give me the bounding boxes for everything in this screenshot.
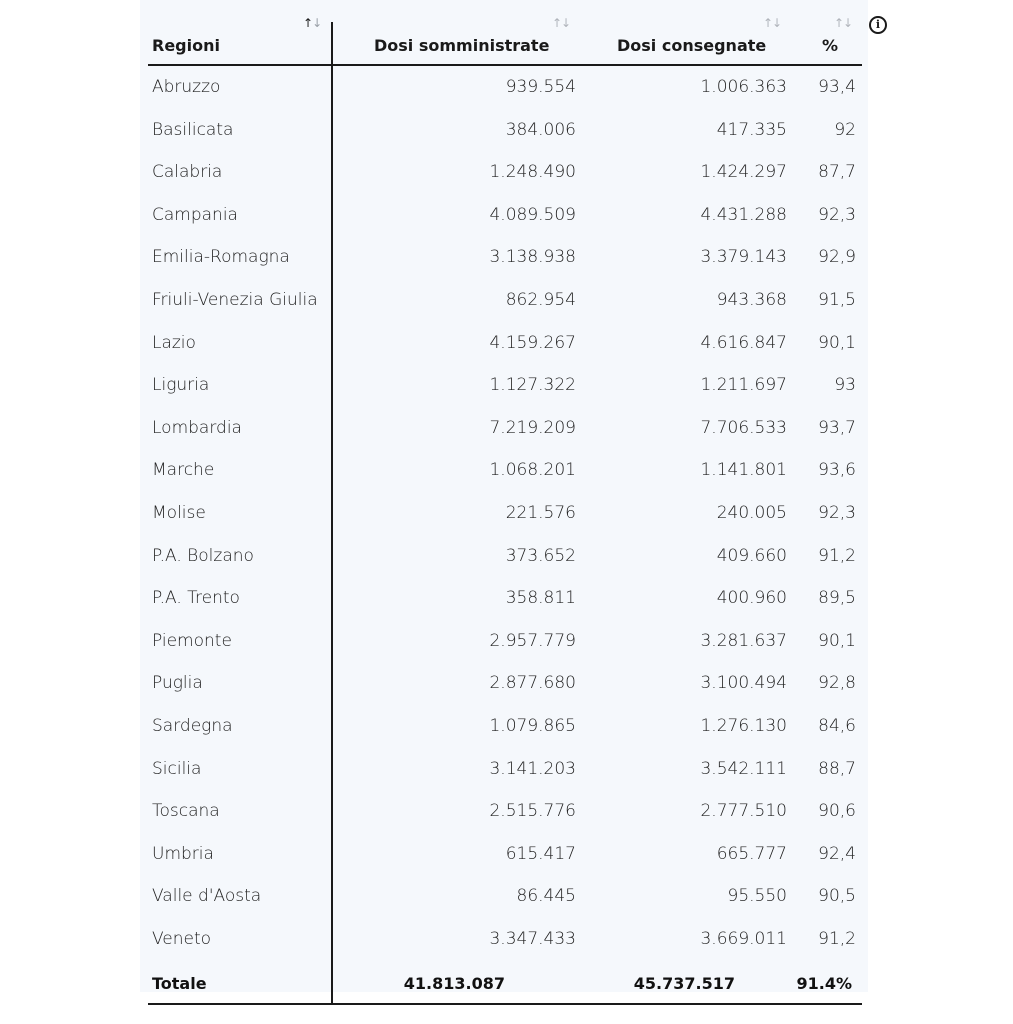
delivered-cell: 240.005 [716, 502, 787, 523]
region-cell: Basilicata [152, 119, 234, 140]
administered-cell: 221.576 [505, 502, 576, 523]
sort-consegnate-button[interactable]: ↑↓ [763, 16, 782, 30]
administered-cell: 86.445 [516, 886, 576, 907]
delivered-cell: 409.660 [716, 545, 787, 566]
percent-cell: 91,2 [818, 928, 856, 949]
total-delivered: 45.737.517 [633, 974, 735, 993]
region-cell: Lazio [152, 332, 196, 353]
header-dosi-consegnate: Dosi consegnate [617, 36, 767, 55]
region-cell: Marche [152, 460, 215, 481]
table-row [0, 833, 1013, 876]
header-dosi-somministrate: Dosi somministrate [374, 36, 550, 55]
region-cell: Toscana [152, 801, 220, 822]
administered-cell: 3.141.203 [489, 758, 576, 779]
table-row [0, 364, 1013, 407]
table-row [0, 449, 1013, 492]
administered-cell: 615.417 [505, 843, 576, 864]
table-header [148, 0, 862, 66]
region-cell: Friuli-Venezia Giulia [152, 289, 318, 310]
region-cell: Campania [152, 204, 238, 225]
delivered-cell: 3.542.111 [700, 758, 787, 779]
percent-cell: 91,5 [818, 289, 856, 310]
administered-cell: 1.248.490 [489, 162, 576, 183]
table-row [0, 662, 1013, 705]
region-cell: Sicilia [152, 758, 202, 779]
delivered-cell: 3.281.637 [700, 630, 787, 651]
delivered-cell: 1.424.297 [700, 162, 787, 183]
delivered-cell: 1.141.801 [700, 460, 787, 481]
region-cell: Puglia [152, 673, 203, 694]
administered-cell: 862.954 [505, 289, 576, 310]
delivered-cell: 943.368 [716, 289, 787, 310]
table-body [0, 66, 1013, 960]
table-row [0, 577, 1013, 620]
table-row [0, 236, 1013, 279]
percent-cell: 90,1 [818, 630, 856, 651]
region-cell: P.A. Trento [152, 588, 240, 609]
table-row [0, 535, 1013, 578]
delivered-cell: 95.550 [727, 886, 787, 907]
region-cell: Emilia-Romagna [152, 247, 290, 268]
percent-cell: 90,6 [818, 801, 856, 822]
administered-cell: 384.006 [505, 119, 576, 140]
percent-cell: 92,8 [818, 673, 856, 694]
region-cell: Valle d'Aosta [152, 886, 262, 907]
table-row [0, 620, 1013, 663]
sort-somministrate-button[interactable]: ↑↓ [552, 16, 571, 30]
delivered-cell: 2.777.510 [700, 801, 787, 822]
delivered-cell: 400.960 [716, 588, 787, 609]
percent-cell: 88,7 [818, 758, 856, 779]
table-row [0, 109, 1013, 152]
region-cell: Veneto [152, 928, 212, 949]
administered-cell: 373.652 [505, 545, 576, 566]
administered-cell: 7.219.209 [489, 417, 576, 438]
total-percent: 91.4% [796, 974, 852, 993]
region-cell: Lombardia [152, 417, 242, 438]
info-icon[interactable]: i [869, 16, 887, 34]
administered-cell: 1.127.322 [489, 375, 576, 396]
administered-cell: 4.159.267 [489, 332, 576, 353]
table-row [0, 151, 1013, 194]
table-row [0, 875, 1013, 918]
header-percent: % [822, 36, 839, 55]
region-cell: Molise [152, 502, 206, 523]
region-cell: Calabria [152, 162, 223, 183]
sort-percent-button[interactable]: ↑↓ [834, 16, 853, 30]
region-cell: Liguria [152, 375, 210, 396]
delivered-cell: 417.335 [716, 119, 787, 140]
delivered-cell: 3.669.011 [700, 928, 787, 949]
delivered-cell: 1.006.363 [700, 77, 787, 97]
percent-cell: 87,7 [818, 162, 856, 183]
table-row [0, 407, 1013, 450]
delivered-cell: 3.100.494 [700, 673, 787, 694]
percent-cell: 84,6 [818, 715, 856, 736]
percent-cell: 92,4 [818, 843, 856, 864]
percent-cell: 90,5 [818, 886, 856, 907]
administered-cell: 1.068.201 [489, 460, 576, 481]
delivered-cell: 3.379.143 [700, 247, 787, 268]
administered-cell: 2.515.776 [489, 801, 576, 822]
percent-cell: 91,2 [818, 545, 856, 566]
table-row [0, 66, 1013, 109]
region-cell: Umbria [152, 843, 214, 864]
delivered-cell: 1.276.130 [700, 715, 787, 736]
delivered-cell: 7.706.533 [700, 417, 787, 438]
sort-regioni-button[interactable]: ↑↓ [303, 16, 322, 30]
region-cell: Sardegna [152, 715, 233, 736]
administered-cell: 2.877.680 [489, 673, 576, 694]
administered-cell: 3.347.433 [489, 928, 576, 949]
delivered-cell: 4.431.288 [700, 204, 787, 225]
table-row [0, 790, 1013, 833]
region-cell: Abruzzo [152, 77, 221, 97]
delivered-cell: 4.616.847 [700, 332, 787, 353]
bottom-rule [148, 1003, 862, 1005]
table-row [0, 194, 1013, 237]
total-administered: 41.813.087 [403, 974, 505, 993]
total-row [0, 960, 1013, 1004]
delivered-cell: 665.777 [716, 843, 787, 864]
administered-cell: 939.554 [505, 77, 576, 97]
administered-cell: 3.138.938 [489, 247, 576, 268]
administered-cell: 4.089.509 [489, 204, 576, 225]
percent-cell: 93 [834, 375, 856, 396]
percent-cell: 93,6 [818, 460, 856, 481]
percent-cell: 92,9 [818, 247, 856, 268]
region-cell: P.A. Bolzano [152, 545, 254, 566]
administered-cell: 358.811 [505, 588, 576, 609]
region-cell: Piemonte [152, 630, 232, 651]
table-row [0, 492, 1013, 535]
administered-cell: 1.079.865 [489, 715, 576, 736]
table-row [0, 748, 1013, 791]
header-regioni: Regioni [152, 36, 220, 55]
percent-cell: 92,3 [818, 204, 856, 225]
percent-cell: 93,7 [818, 417, 856, 438]
delivered-cell: 1.211.697 [700, 375, 787, 396]
percent-cell: 92,3 [818, 502, 856, 523]
percent-cell: 92 [834, 119, 856, 140]
table-row [0, 322, 1013, 365]
percent-cell: 89,5 [818, 588, 856, 609]
table-row [0, 918, 1013, 961]
percent-cell: 90,1 [818, 332, 856, 353]
administered-cell: 2.957.779 [489, 630, 576, 651]
table-row [0, 705, 1013, 748]
percent-cell: 93,4 [818, 77, 856, 97]
total-label: Totale [152, 974, 207, 993]
table-row [0, 279, 1013, 322]
